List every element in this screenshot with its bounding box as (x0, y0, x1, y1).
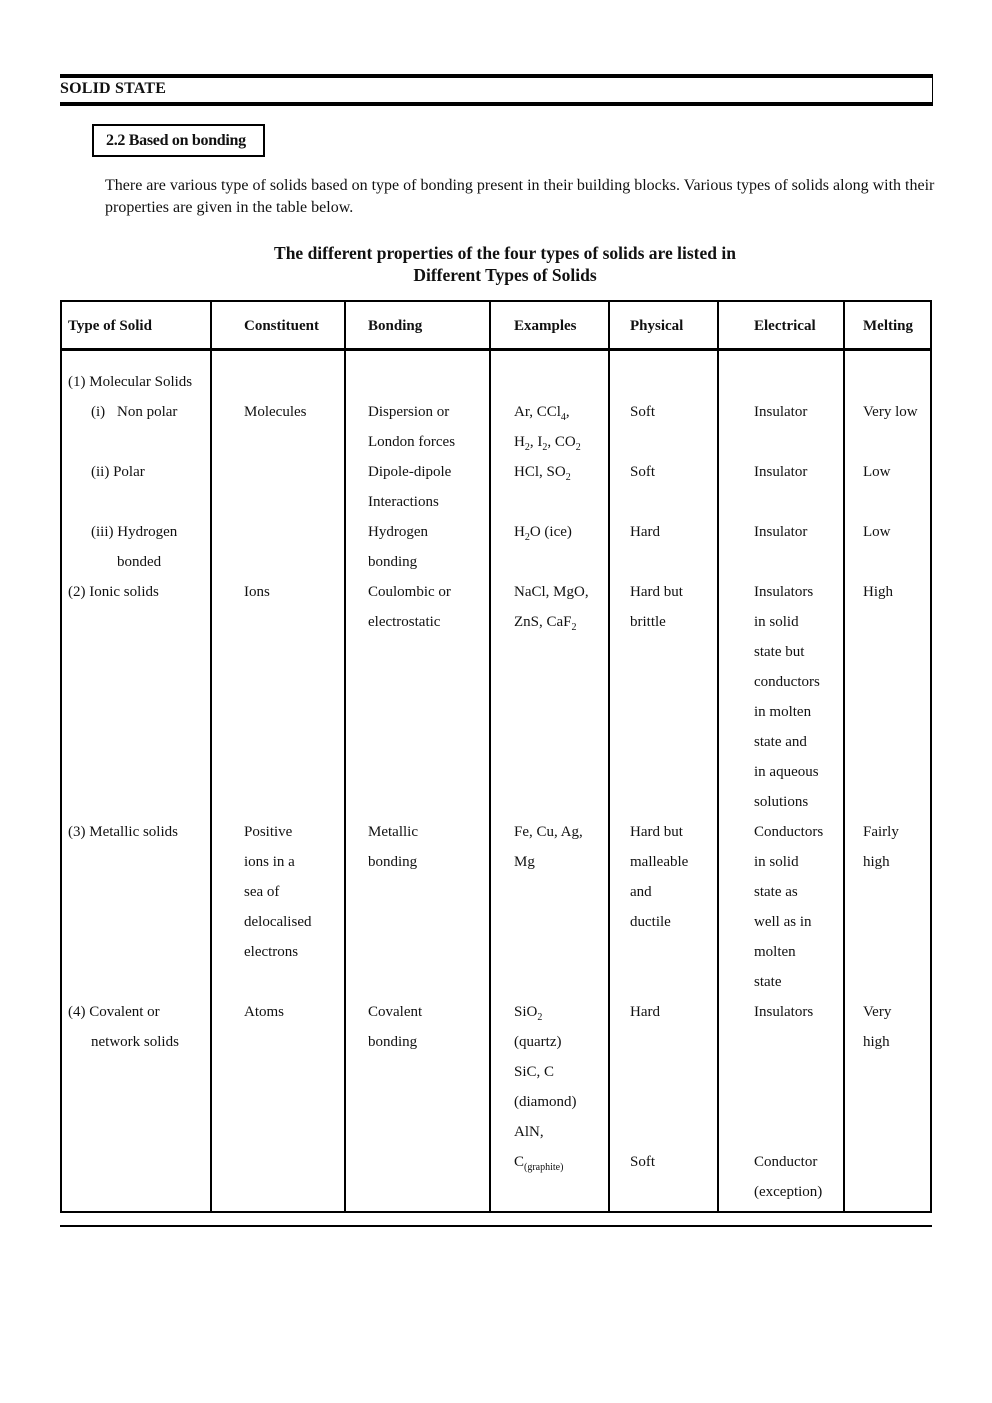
type-cell: (iii) Hydrogen (91, 524, 178, 540)
type-cell: (4) Covalent or (68, 1004, 160, 1020)
type-cell: (1) Molecular Solids (68, 374, 193, 390)
column-divider (489, 300, 491, 1213)
physical-cell: Hard but (630, 584, 683, 600)
physical-cell: Soft (630, 464, 656, 480)
type-cell: network solids (91, 1034, 179, 1050)
type-cell: (i) (91, 404, 106, 420)
column-divider (608, 300, 610, 1213)
electrical-cell: Insulators (754, 1004, 814, 1020)
constituent-cell: ions in a (244, 854, 295, 870)
electrical-cell: Insulator (754, 404, 808, 420)
bonding-cell: electrostatic (368, 614, 441, 630)
electrical-cell: (exception) (754, 1184, 823, 1200)
melting-cell: Very (863, 1004, 892, 1020)
melting-cell: Low (863, 464, 891, 480)
type-cell: (2) Ionic solids (68, 584, 159, 600)
electrical-cell: state but (754, 644, 805, 660)
constituent-cell: Atoms (244, 1004, 285, 1020)
type-cell: (3) Metallic solids (68, 824, 178, 840)
header-physical: Physical (630, 318, 684, 334)
physical-cell: Hard but (630, 824, 683, 840)
page-header-title: SOLID STATE (60, 80, 167, 97)
bonding-cell: Interactions (368, 494, 439, 510)
column-divider (344, 300, 346, 1213)
bonding-cell: Hydrogen (368, 524, 428, 540)
example-cell: (quartz) (514, 1034, 562, 1050)
example-cell: ZnS, CaF$_2$ (514, 614, 577, 633)
melting-cell: High (863, 584, 893, 600)
physical-cell: malleable (630, 854, 689, 870)
bonding-cell: bonding (368, 554, 418, 570)
physical-cell: ductile (630, 914, 671, 930)
electrical-cell: Conductors (754, 824, 824, 840)
example-cell: $H_2O$ (ice) (514, 524, 572, 543)
example-cell: Fe, Cu, Ag, (514, 824, 583, 840)
melting-cell: Low (863, 524, 891, 540)
header-electrical: Electrical (754, 318, 816, 334)
table-caption-line-1: The different properties of the four types of solids are listed in (274, 243, 736, 263)
bonding-cell: bonding (368, 1034, 418, 1050)
header-type-of-solid: Type of Solid (68, 318, 152, 334)
bonding-cell: Dispersion or (368, 404, 450, 420)
electrical-cell: state and (754, 734, 807, 750)
physical-cell: Soft (630, 1154, 656, 1170)
constituent-cell: Molecules (244, 404, 307, 420)
example-cell: HCl, $SO_2$ (514, 464, 571, 483)
electrical-cell: state (754, 974, 782, 990)
electrical-cell: conductors (754, 674, 820, 690)
type-cell: (ii) Polar (91, 464, 145, 480)
constituent-cell: sea of (244, 884, 280, 900)
bonding-cell: Covalent (368, 1004, 423, 1020)
example-cell: NaCl, MgO, (514, 584, 589, 600)
example-cell: SiO$_2$ (514, 1004, 543, 1023)
electrical-cell: solutions (754, 794, 809, 810)
example-cell: $C_{(graphite)}$ (514, 1154, 564, 1173)
intro-paragraph: There are various type of solids based on type of bonding present in their building blocks. Various types of solids along with their properties are given in the table below. (105, 177, 935, 216)
bonding-cell: Dipole-dipole (368, 464, 452, 480)
bonding-cell: bonding (368, 854, 418, 870)
header-constituent: Constituent (244, 318, 320, 334)
example-cell: (diamond) (514, 1094, 577, 1110)
page-bottom-rule (60, 1225, 932, 1227)
header-melting: Melting (863, 318, 913, 334)
example-cell: $H_2$, $I_2$, $CO_2$ (514, 434, 581, 453)
column-divider (210, 300, 212, 1213)
electrical-cell: state as (754, 884, 798, 900)
column-divider (717, 300, 719, 1213)
electrical-cell: molten (754, 944, 796, 960)
electrical-cell: in aqueous (754, 764, 819, 780)
example-cell: SiC, C (514, 1064, 555, 1080)
electrical-cell: Insulator (754, 524, 808, 540)
bonding-cell: Metallic (368, 824, 418, 840)
melting-cell: Fairly (863, 824, 899, 840)
table-caption-line-2: Different Types of Solids (413, 265, 597, 285)
electrical-cell: Conductor (754, 1154, 818, 1170)
physical-cell: brittle (630, 614, 666, 630)
bonding-cell: London forces (368, 434, 456, 450)
header-examples: Examples (514, 318, 577, 334)
physical-cell: and (630, 884, 652, 900)
melting-cell: Very low (863, 404, 918, 420)
example-cell: Mg (514, 854, 535, 870)
table-header-divider (60, 348, 932, 351)
bonding-cell: Coulombic or (368, 584, 451, 600)
example-cell: Ar, CCl$_4$, (514, 404, 570, 423)
section-heading: 2.2 Based on bonding (106, 132, 246, 149)
electrical-cell: in solid (754, 614, 799, 630)
constituent-cell: electrons (244, 944, 299, 960)
page-header-bar (60, 74, 933, 106)
electrical-cell: well as in (754, 914, 812, 930)
electrical-cell: in molten (754, 704, 812, 720)
physical-cell: Soft (630, 404, 656, 420)
header-bonding: Bonding (368, 318, 423, 334)
electrical-cell: in solid (754, 854, 799, 870)
column-divider (843, 300, 845, 1213)
melting-cell: high (863, 1034, 890, 1050)
type-cell: Non polar (117, 404, 178, 420)
physical-cell: Hard (630, 1004, 660, 1020)
example-cell: AlN, (514, 1124, 544, 1140)
type-cell: bonded (117, 554, 162, 570)
physical-cell: Hard (630, 524, 660, 540)
electrical-cell: Insulator (754, 464, 808, 480)
constituent-cell: Ions (244, 584, 270, 600)
electrical-cell: Insulators (754, 584, 814, 600)
constituent-cell: delocalised (244, 914, 312, 930)
section-heading-box (92, 124, 265, 157)
constituent-cell: Positive (244, 824, 293, 840)
melting-cell: high (863, 854, 890, 870)
